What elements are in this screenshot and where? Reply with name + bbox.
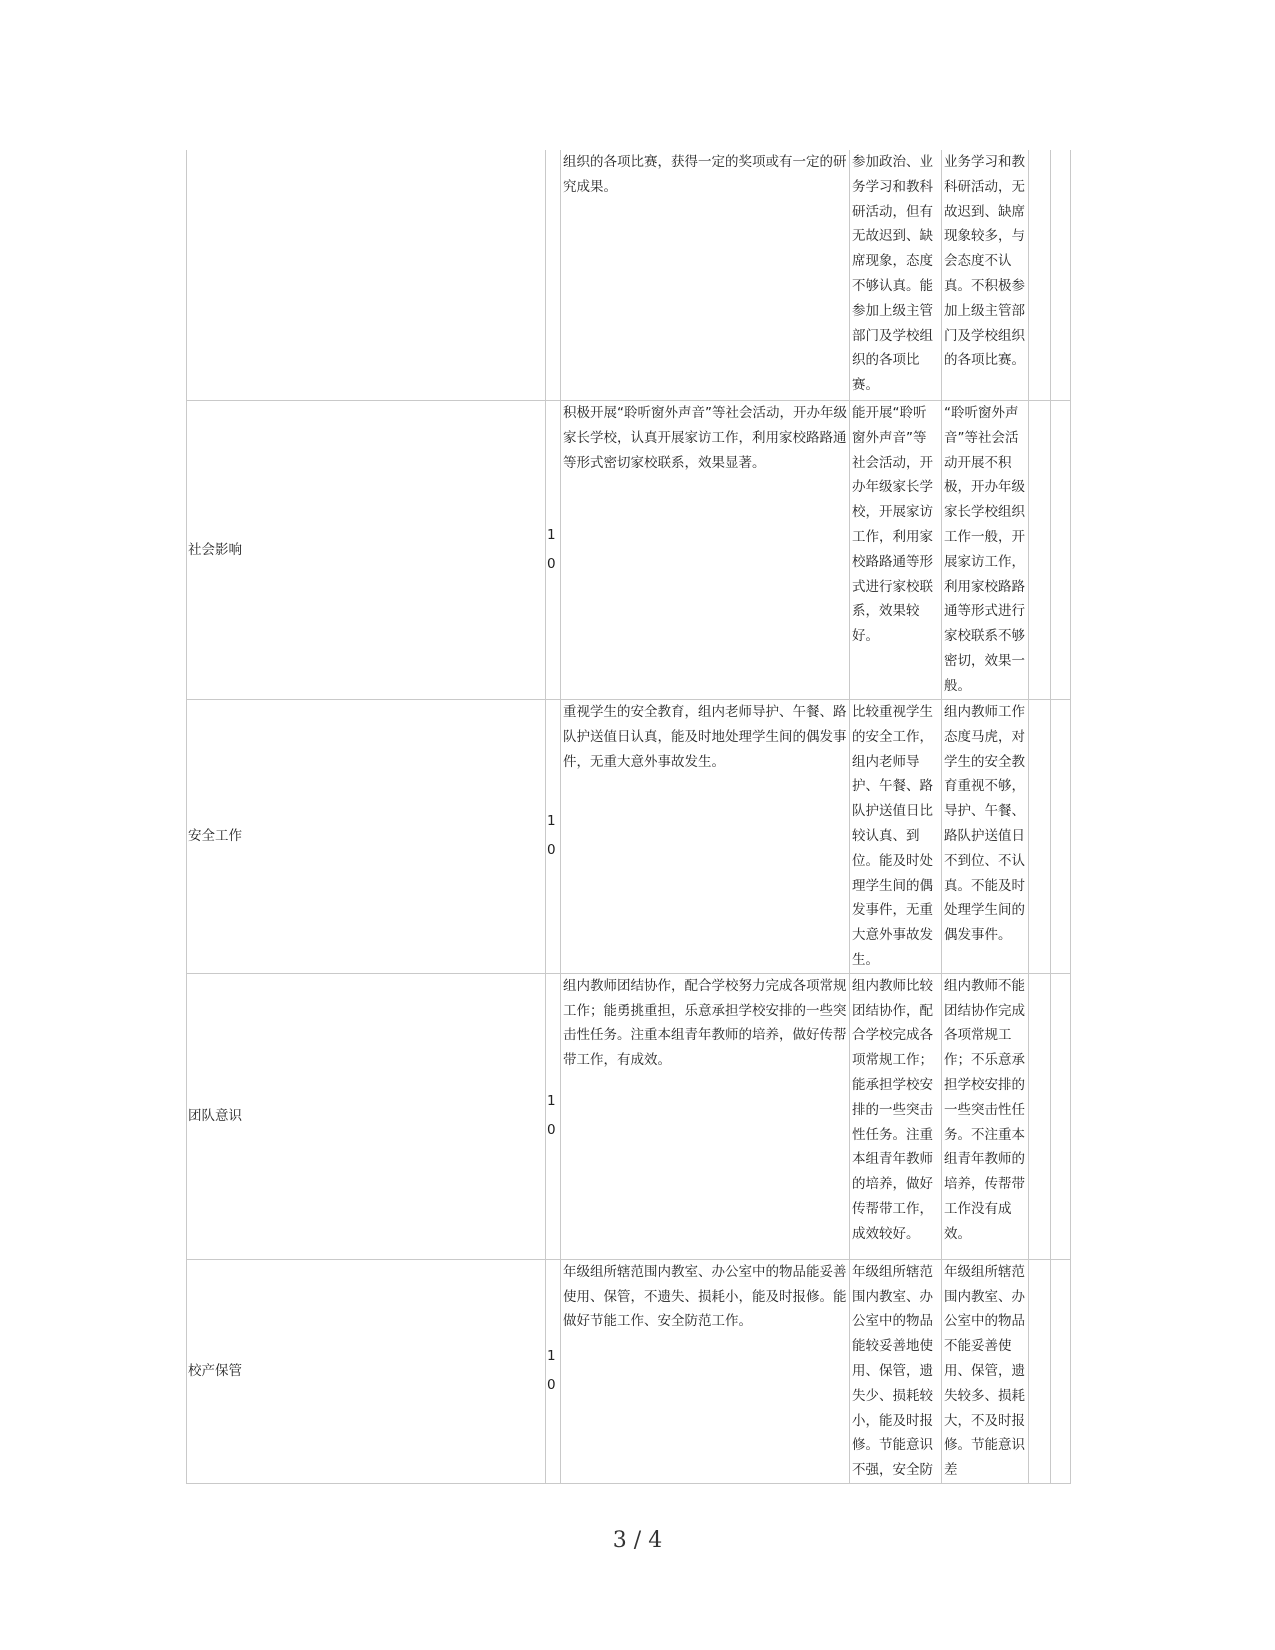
score-cell: 10 [546,973,561,1259]
standard-cell: 组织的各项比赛，获得一定的奖项或有一定的研究成果。 [561,150,850,401]
evaluation-table [186,150,1071,1484]
level3-cell: 业务学习和教科研活动，无故迟到、缺席现象较多，与会态度不认真。不积极参加上级主管部门及学校组织的各项比赛。 [942,150,1029,401]
blank-cell [1029,700,1051,974]
blank-cell [1051,401,1071,700]
table-row [187,973,1071,1259]
item-cell: 团队意识 [187,973,546,1259]
blank-cell [1029,1259,1051,1483]
score-cell: 10 [546,700,561,974]
blank-cell [1029,401,1051,700]
level3-cell: “聆听窗外声音”等社会活动开展不积极，开办年级家长学校组织工作一般，开展家访工作，利用家校路路通等形式进行家校联系不够密切，效果一般。 [942,401,1029,700]
item-cell: 社会影响 [187,401,546,700]
blank-cell [1051,973,1071,1259]
level3-cell: 组内教师工作态度马虎，对学生的安全教育重视不够，导护、午餐、路队护送值日不到位、不认真。不能及时处理学生间的偶发事件。 [942,700,1029,974]
table-row [187,150,1071,401]
standard-cell: 重视学生的安全教育，组内老师导护、午餐、路队护送值日认真，能及时地处理学生间的偶发事件，无重大意外事故发生。 [561,700,850,974]
blank-cell [1051,150,1071,401]
level3-cell: 组内教师不能团结协作完成各项常规工作；不乐意承担学校安排的一些突击性任务。不注重本组青年教师的培养，传帮带工作没有成效。 [942,973,1029,1259]
level2-cell: 组内教师比较团结协作，配合学校完成各项常规工作；能承担学校安排的一些突击性任务。注重本组青年教师的培养，做好传帮带工作，成效较好。 [850,973,942,1259]
level2-cell: 参加政治、业务学习和教科研活动，但有无故迟到、缺席现象，态度不够认真。能参加上级主管部门及学校组织的各项比赛。 [850,150,942,401]
item-cell [187,150,546,401]
level2-cell: 能开展“聆听窗外声音”等社会活动，开办年级家长学校，开展家访工作，利用家校路路通等形式进行家校联系，效果较好。 [850,401,942,700]
score-cell: 10 [546,401,561,700]
score-cell: 10 [546,1259,561,1483]
blank-cell [1051,700,1071,974]
item-cell: 安全工作 [187,700,546,974]
blank-cell [1029,973,1051,1259]
blank-cell [1051,1259,1071,1483]
table-row [187,1259,1071,1483]
item-cell: 校产保管 [187,1259,546,1483]
standard-cell: 积极开展“聆听窗外声音”等社会活动，开办年级家长学校，认真开展家访工作，利用家校路路通等形式密切家校联系，效果显著。 [561,401,850,700]
level2-cell: 年级组所辖范围内教室、办公室中的物品能较妥善地使用、保管，遗失少、损耗较小，能及时报修。节能意识不强，安全防 [850,1259,942,1483]
level3-cell: 年级组所辖范围内教室、办公室中的物品不能妥善使用、保管，遗失较多、损耗大，不及时报修。节能意识差 [942,1259,1029,1483]
blank-cell [1029,150,1051,401]
standard-cell: 组内教师团结协作，配合学校努力完成各项常规工作；能勇挑重担，乐意承担学校安排的一些突击性任务。注重本组青年教师的培养，做好传帮带工作，有成效。 [561,973,850,1259]
score-cell [546,150,561,401]
table-row [187,700,1071,974]
table-row [187,401,1071,700]
standard-cell: 年级组所辖范围内教室、办公室中的物品能妥善使用、保管，不遗失、损耗小，能及时报修。能做好节能工作、安全防范工作。 [561,1259,850,1483]
page-number: 3 / 4 [612,1528,663,1553]
level2-cell: 比较重视学生的安全工作，组内老师导护、午餐、路队护送值日比较认真、到位。能及时处理学生间的偶发事件，无重大意外事故发生。 [850,700,942,974]
